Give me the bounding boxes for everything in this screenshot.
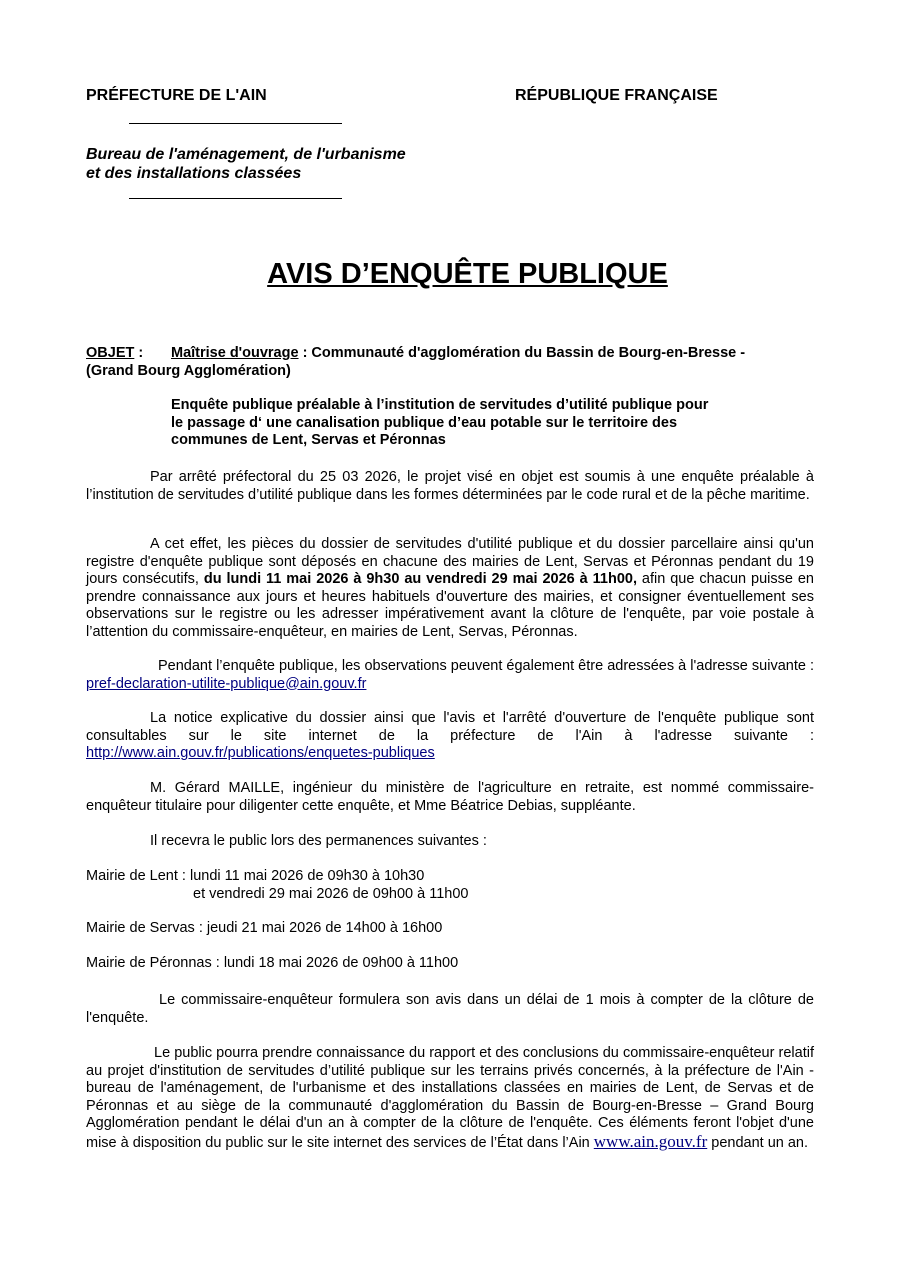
prefecture-header: PRÉFECTURE DE L'AIN: [86, 87, 267, 104]
p8-text: Le public pourra prendre connaissance du rapport et des conclusions du commissaire-enquêteur relatif au projet d'institution de servitudes d’utilité publique sur les terrains privés concernés, à la préfecture de l'Ain - bureau de l'aménagement, de l'urbanisme et des installations classées en mairies de Lent, de Servas et de Péronnas et au siège de la communauté d'agglomération du Bassin de Bourg-en-Bresse – Grand Bourg Agglomération pendant le délai d'un an à compter de la clôture de l'enquête. Ces éléments feront l'objet d'une mise à disposition du public sur le site internet des services de l’État dans l’Ain: [86, 1045, 814, 1151]
bureau-line-2: et des installations classées: [86, 165, 302, 182]
paragraph-arrete: Par arrêté préfectoral du 25 03 2026, le projet visé en objet est soumis à une enquête préalable à l’institution de servitudes d’utilité publique dans les formes déterminées par le code rural et de la pêche maritime.: [86, 469, 814, 503]
paragraph-dossier: [86, 536, 814, 642]
maitrise-text-2: (Grand Bourg Agglomération): [86, 363, 291, 379]
ain-gouv-link[interactable]: www.ain.gouv.fr: [593, 1131, 708, 1151]
objet-description: [171, 397, 708, 450]
republique-header: RÉPUBLIQUE FRANÇAISE: [515, 87, 718, 104]
p3-text: Pendant l’enquête publique, les observations peuvent également être adressées à l'adresse suivante :: [158, 658, 814, 674]
permanence-peronnas: Mairie de Péronnas : lundi 18 mai 2026 de 09h00 à 11h00: [86, 955, 459, 971]
paragraph-observations: [86, 658, 814, 693]
p8-end: pendant un an.: [707, 1134, 809, 1151]
email-link[interactable]: pref-declaration-utilite-publique@ain.gouv.fr: [86, 675, 367, 692]
paragraph-commissaire: M. Gérard MAILLE, ingénieur du ministère de l'agriculture en retraite, est nommé commissaire-enquêteur titulaire pour diligenter cette enquête, et Mme Béatrice Debias, suppléante.: [86, 780, 814, 814]
objet-desc-2: le passage d‘ une canalisation publique d’eau potable sur le territoire des: [171, 414, 678, 431]
permanence-servas: Mairie de Servas : jeudi 21 mai 2026 de 14h00 à 16h00: [86, 920, 443, 936]
permanence-lent-1: Mairie de Lent : lundi 11 mai 2026 de 09h30 à 10h30: [86, 868, 425, 884]
paragraph-notice: [86, 710, 814, 763]
maitrise-text: : Communauté d'agglomération du Bassin de Bourg-en-Bresse -: [298, 345, 746, 361]
p2-part-a: A cet effet, les pièces du dossier de servitudes d'utilité publique et du dossier parcellaire ainsi qu'un registre d'enquête publique sont déposés en chacune des mairies de Lent, Servas et Péronnas pendant du 19 jours consécutifs,: [86, 536, 814, 588]
maitrise-label: Maîtrise d'ouvrage: [171, 345, 299, 361]
header-divider-1: [129, 123, 342, 124]
bureau-title: [86, 145, 406, 183]
p2-dates: du lundi 11 mai 2026 à 9h30 au vendredi 29 mai 2026 à 11h00,: [203, 571, 637, 588]
objet-block: [86, 345, 143, 363]
p2-part-c: afin que chacun puisse en prendre connaissance aux jours et heures habituels d'ouverture des mairies, et consigner éventuellement ses observations sur le registre ou les adresser impérativement avant la clôture de l'enquête, par voie postale à l’attention du commissaire-enquêteur, en mairies de Lent, Servas, Péronnas.: [86, 571, 814, 640]
paragraph-permanences: Il recevra le public lors des permanences suivantes :: [150, 833, 487, 849]
paragraph-rapport: [86, 1045, 814, 1153]
objet-desc-1: Enquête publique préalable à l’institution de servitudes d’utilité publique pour: [171, 397, 709, 413]
website-link[interactable]: http://www.ain.gouv.fr/publications/enquetes-publiques: [86, 745, 435, 762]
maitrise-ouvrage: [171, 345, 745, 363]
page-title: AVIS D’ENQUÊTE PUBLIQUE: [267, 258, 668, 290]
paragraph-avis: Le commissaire-enquêteur formulera son avis dans un délai de 1 mois à compter de la clôture de l'enquête.: [86, 992, 814, 1026]
objet-label: OBJET: [86, 345, 135, 361]
permanence-lent-2: et vendredi 29 mai 2026 de 09h00 à 11h00: [193, 886, 469, 902]
objet-colon: :: [134, 345, 144, 361]
header-divider-2: [129, 198, 342, 199]
objet-desc-3: communes de Lent, Servas et Péronnas: [171, 432, 446, 449]
bureau-line-1: Bureau de l'aménagement, de l'urbanisme: [86, 146, 406, 163]
p4-text: La notice explicative du dossier ainsi que l'avis et l'arrêté d'ouverture de l'enquête publique sont consultables sur le site internet de la préfecture de l'Ain à l'adresse suivante :: [86, 710, 814, 744]
